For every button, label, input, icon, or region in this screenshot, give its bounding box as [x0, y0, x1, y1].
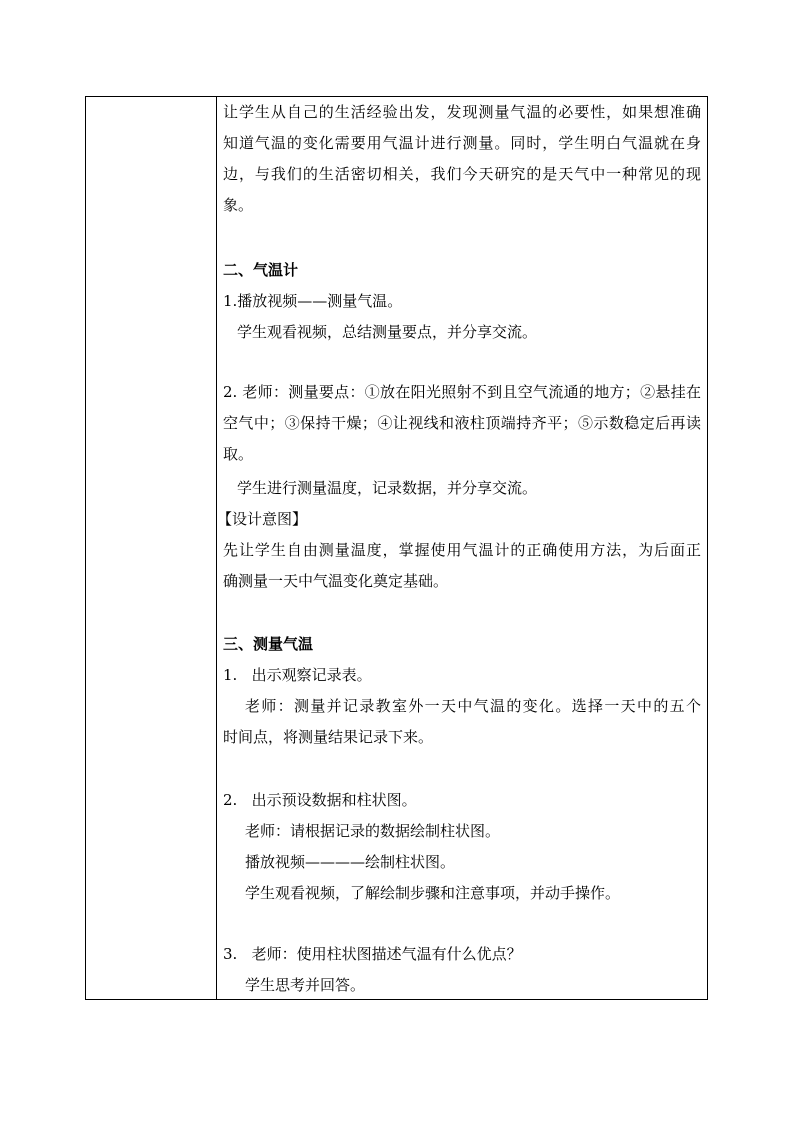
section-heading: 二、气温计	[223, 261, 299, 279]
left-column-cell	[86, 97, 217, 1000]
content-cell	[217, 97, 708, 1000]
intro-line: 知道气温的变化需要用气温计进行测量。同时，学生明白气温就在身	[223, 134, 701, 152]
student-activity: 学生观看视频，总结测量要点，并分享交流。	[237, 323, 538, 341]
teacher-activity: 老师：请根据记录的数据绘制柱状图。	[245, 822, 501, 840]
video-activity: 播放视频————绘制柱状图。	[245, 853, 456, 871]
content-body	[217, 97, 707, 999]
lesson-table	[85, 96, 708, 1000]
student-activity: 学生观看视频，了解绘制步骤和注意事项，并动手操作。	[245, 884, 621, 902]
section-heading: 三、测量气温	[223, 635, 314, 653]
intro-line: 边，与我们的生活密切相关，我们今天研究的是天气中一种常见的现	[223, 165, 701, 183]
design-intent-heading: 【设计意图】	[217, 510, 308, 528]
teacher-activity: 时间点，将测量结果记录下来。	[223, 728, 434, 746]
list-item: 2. 出示预设数据和柱状图。	[223, 791, 417, 809]
list-item: 取。	[223, 445, 254, 463]
list-item: 空气中；③保持干燥；④让视线和液柱顶端持齐平；⑤示数稳定后再读	[223, 414, 701, 432]
intro-line: 象。	[223, 196, 254, 214]
list-item: 2. 老师：测量要点：①放在阳光照射不到且空气流通的地方；②悬挂在	[223, 383, 701, 401]
list-item: 1. 出示观察记录表。	[223, 666, 372, 684]
student-activity: 学生思考并回答。	[245, 976, 366, 994]
teacher-activity: 老师：测量并记录教室外一天中气温的变化。选择一天中的五个	[245, 697, 701, 715]
table-row	[86, 97, 708, 1000]
list-item: 1.播放视频——测量气温。	[223, 292, 403, 310]
design-intent-text: 确测量一天中气温变化奠定基础。	[223, 572, 449, 590]
design-intent-text: 先让学生自由测量温度，掌握使用气温计的正确使用方法，为后面正	[223, 541, 701, 559]
student-activity: 学生进行测量温度，记录数据，并分享交流。	[237, 479, 538, 497]
intro-line: 让学生从自己的生活经验出发，发现测量气温的必要性，如果想准确	[223, 103, 701, 121]
list-item: 3. 老师：使用柱状图描述气温有什么优点？	[223, 945, 522, 963]
